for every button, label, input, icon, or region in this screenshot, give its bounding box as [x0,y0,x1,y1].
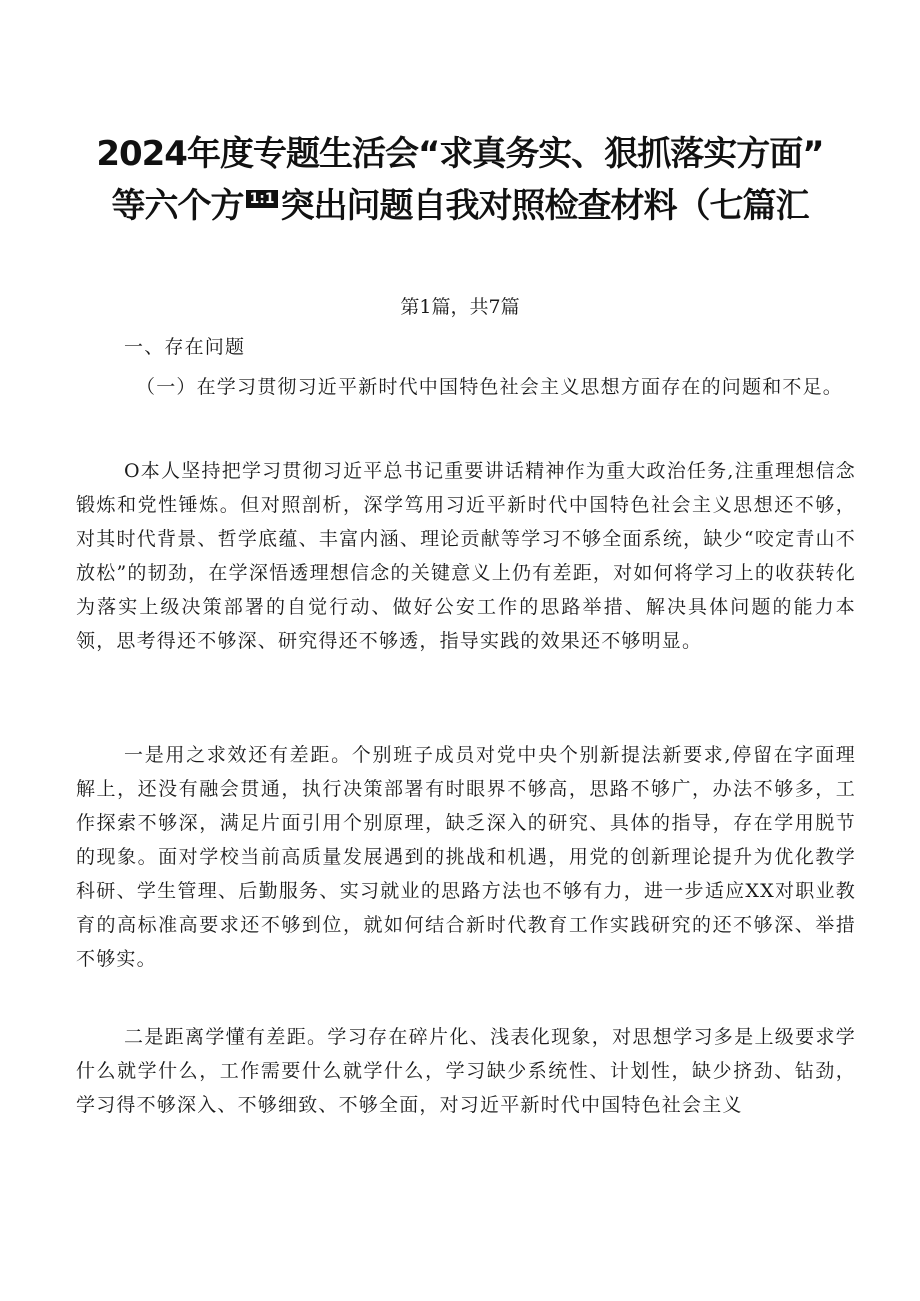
paragraph-subheading: （一）在学习贯彻习近平新时代中国特色社会主义思想方面存在的问题和不足。 [136,376,844,398]
title-line-2-end: 突出问题自我对照检查材料（七篇汇 [280,186,809,226]
document-title-line-1: 2024年度专题生活会“求真务实、狠抓落实方面” [96,134,824,174]
title-badge: 1:1 [246,190,277,208]
section-heading: 一、存在问题 [124,336,246,358]
paragraph-body-3: 二是距离学懂有差距。学习存在碎片化、浅表化现象，对思想学习多是上级要求学什么就学什么，工作需要什么就学什么，学习缺少系统性、计划性，缺少挤劲、钻劲，学习得不够深入、不够细致、不够全面，对习近平新时代中国特色社会主义 [76,1026,856,1116]
title-line-2-start: 等六个方 [111,186,244,226]
part-label: 第1篇，共7篇 [400,296,520,318]
document-title-line-2 [60,178,860,227]
paragraph-body-2: 一是用之求效还有差距。个别班子成员对党中央个别新提法新要求,停留在字面理解上，还没有融会贯通，执行决策部署有时眼界不够高，思路不够广，办法不够多，工作探索不够深，满足片面引用个别原理，缺乏深入的研究、具体的指导，存在学用脱节的现象。面对学校当前高质量发展遇到的挑战和机遇，用党的创新理论提升为优化教学科研、学生管理、后勤服务、实习就业的思路方法也不够有力，进一步适应XX对职业教育的高标准高要求还不够到位，就如何结合新时代教育工作实践研究的还不够深、举措不够实。 [76,744,856,970]
paragraph-body-1: O本人坚持把学习贯彻习近平总书记重要讲话精神作为重大政治任务,注重理想信念锻炼和党性锤炼。但对照剖析，深学笃用习近平新时代中国特色社会主义思想还不够，对其时代背景、哲学底蕴、丰富内涵、理论贡献等学习不够全面系统，缺少“咬定青山不放松”的韧劲，在学深悟透理想信念的关键意义上仍有差距，对如何将学习上的收获转化为落实上级决策部署的自觉行动、做好公安工作的思路举措、解决具体问题的能力本领，思考得还不够深、研究得还不够透，指导实践的效果还不够明显。 [76,460,856,652]
